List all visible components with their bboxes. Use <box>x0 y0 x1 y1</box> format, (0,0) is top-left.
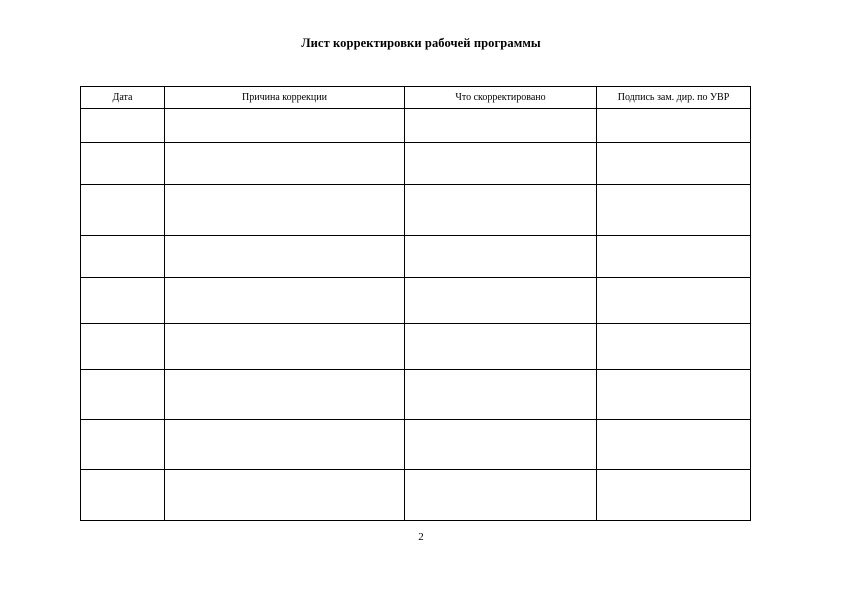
table-cell-reason[interactable] <box>165 236 405 278</box>
table-cell-date[interactable] <box>81 470 165 521</box>
table-cell-date[interactable] <box>81 278 165 324</box>
table-cell-reason[interactable] <box>165 109 405 143</box>
table-row <box>81 185 751 236</box>
table-cell-signature[interactable] <box>597 185 751 236</box>
table-cell-changes[interactable] <box>405 278 597 324</box>
table-cell-date[interactable] <box>81 370 165 420</box>
table-row <box>81 370 751 420</box>
table-cell-date[interactable] <box>81 324 165 370</box>
column-header-signature: Подпись зам. дир. по УВР <box>597 87 751 109</box>
table-row <box>81 324 751 370</box>
table-row <box>81 109 751 143</box>
column-header-reason: Причина коррекции <box>165 87 405 109</box>
column-header-date: Дата <box>81 87 165 109</box>
table-header-row <box>81 87 751 109</box>
table-cell-signature[interactable] <box>597 470 751 521</box>
table-cell-changes[interactable] <box>405 420 597 470</box>
table-cell-date[interactable] <box>81 109 165 143</box>
table-cell-changes[interactable] <box>405 109 597 143</box>
table-row <box>81 236 751 278</box>
table-cell-reason[interactable] <box>165 278 405 324</box>
page-number: 2 <box>418 531 424 543</box>
table-cell-signature[interactable] <box>597 420 751 470</box>
table-cell-reason[interactable] <box>165 470 405 521</box>
table-cell-date[interactable] <box>81 185 165 236</box>
table-cell-date[interactable] <box>81 420 165 470</box>
table-cell-reason[interactable] <box>165 324 405 370</box>
table-cell-date[interactable] <box>81 143 165 185</box>
table-row <box>81 470 751 521</box>
column-header-changes: Что скорректировано <box>405 87 597 109</box>
table-cell-signature[interactable] <box>597 370 751 420</box>
table-cell-signature[interactable] <box>597 324 751 370</box>
table-cell-changes[interactable] <box>405 470 597 521</box>
correction-table <box>80 86 751 521</box>
table-cell-changes[interactable] <box>405 370 597 420</box>
table-cell-signature[interactable] <box>597 143 751 185</box>
table-row <box>81 420 751 470</box>
table-cell-reason[interactable] <box>165 143 405 185</box>
table-row <box>81 143 751 185</box>
table-cell-changes[interactable] <box>405 324 597 370</box>
table-cell-reason[interactable] <box>165 185 405 236</box>
table-cell-reason[interactable] <box>165 370 405 420</box>
table-row <box>81 278 751 324</box>
table-cell-reason[interactable] <box>165 420 405 470</box>
table-cell-changes[interactable] <box>405 185 597 236</box>
table-cell-signature[interactable] <box>597 278 751 324</box>
table-cell-changes[interactable] <box>405 143 597 185</box>
page-title: Лист корректировки рабочей программы <box>301 36 541 50</box>
table-cell-signature[interactable] <box>597 236 751 278</box>
table-cell-date[interactable] <box>81 236 165 278</box>
table-cell-signature[interactable] <box>597 109 751 143</box>
table-cell-changes[interactable] <box>405 236 597 278</box>
